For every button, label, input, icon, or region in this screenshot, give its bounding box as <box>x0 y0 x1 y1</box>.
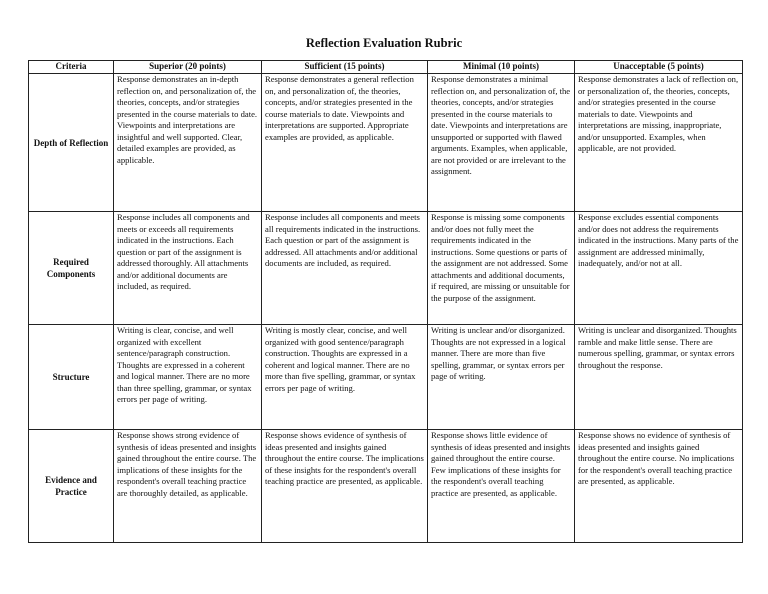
cell-minimal: Response shows little evidence of synthesis of ideas presented and insights gained throughout the entire course. Few implications of these insights for the respondent's overall teaching practice are presented, as applicable. <box>428 430 575 543</box>
document-title: Reflection Evaluation Rubric <box>305 36 463 50</box>
cell-superior: Response demonstrates an in-depth reflection on, and personalization of, the theories, concepts, and/or strategies presented in the course materials to date. Viewpoints and interpretations are insightful and well supported. Clear, detailed examples are provided, as applicable. <box>114 74 262 212</box>
cell-minimal: Response is missing some components and/or does not fully meet the requirements indicated in the instructions. Some questions or parts of the assignment are not addressed. Some attachments and additional documents, if required, are missing or unsuitable for the purpose of the assignment. <box>428 212 575 325</box>
table-row <box>29 74 743 212</box>
cell-unacceptable: Response demonstrates a lack of reflection on, or personalization of, the theories, concepts, and/or strategies presented in the course materials to date. Viewpoints and interpretations are missing, inappropriate, and/or unsupported. Examples, when applicable, are not provided. <box>575 74 743 212</box>
cell-unacceptable: Response excludes essential components and/or does not address the requirements indicated in the instructions. Many parts of the assignment are addressed minimally, inadequately, and/or not at all. <box>575 212 743 325</box>
cell-superior: Response shows strong evidence of synthesis of ideas presented and insights gained throughout the entire course. The implications of these insights for the respondent's overall teaching practice are thoroughly detailed, as applicable. <box>114 430 262 543</box>
cell-unacceptable: Writing is unclear and disorganized. Thoughts ramble and make little sense. There are numerous spelling, grammar, or syntax errors throughout the response. <box>575 325 743 430</box>
rubric-table <box>28 60 743 543</box>
cell-sufficient: Response demonstrates a general reflection on, and personalization of, the theories, concepts, and/or strategies presented in the course materials to date. Viewpoints and interpretations are supported. Appropriate examples are provided, as applicable. <box>262 74 428 212</box>
header-superior: Superior (20 points) <box>114 61 262 74</box>
criterion-label: Depth of Reflection <box>29 74 114 212</box>
table-row <box>29 430 743 543</box>
cell-sufficient: Response shows evidence of synthesis of ideas presented and insights gained throughout the entire course. The implications of these insights for the respondent's overall teaching practice are presented, as applicable. <box>262 430 428 543</box>
cell-sufficient: Response includes all components and meets all requirements indicated in the instructions. Each question or part of the assignment is addressed. All attachments and/or additional documents are included, as required. <box>262 212 428 325</box>
cell-superior: Writing is clear, concise, and well organized with excellent sentence/paragraph construction. Thoughts are expressed in a coherent and logical manner. There are no more than three spelling, grammar, or syntax errors per page of writing. <box>114 325 262 430</box>
criterion-label: Evidence and Practice <box>29 430 114 543</box>
cell-minimal: Response demonstrates a minimal reflection on, and personalization of, the theories, concepts, and/or strategies presented in the course materials to date. Viewpoints and interpretations are unsupported or supported with flawed arguments. Examples, when applicable, are not provided or are irrelevant to the assignment. <box>428 74 575 212</box>
header-sufficient: Sufficient (15 points) <box>262 61 428 74</box>
cell-minimal: Writing is unclear and/or disorganized. Thoughts are not expressed in a logical manner. There are more than five spelling, grammar, or syntax errors per page of writing. <box>428 325 575 430</box>
table-row <box>29 212 743 325</box>
table-row <box>29 325 743 430</box>
header-minimal: Minimal (10 points) <box>428 61 575 74</box>
header-criteria: Criteria <box>29 61 114 74</box>
header-unacceptable: Unacceptable (5 points) <box>575 61 743 74</box>
criterion-label: Structure <box>29 325 114 430</box>
criterion-label: Required Components <box>29 212 114 325</box>
header-row <box>29 61 743 74</box>
cell-unacceptable: Response shows no evidence of synthesis of ideas presented and insights gained throughout the entire course. No implications for the respondent's overall teaching practice are presented, as applicable. <box>575 430 743 543</box>
cell-superior: Response includes all components and meets or exceeds all requirements indicated in the instructions. Each question or part of the assignment is addressed thoroughly. All attachments and/or additional documents are included, as required. <box>114 212 262 325</box>
cell-sufficient: Writing is mostly clear, concise, and well organized with good sentence/paragraph construction. Thoughts are expressed in a coherent and logical manner. There are no more than five spelling, grammar, or syntax errors per page of writing. <box>262 325 428 430</box>
